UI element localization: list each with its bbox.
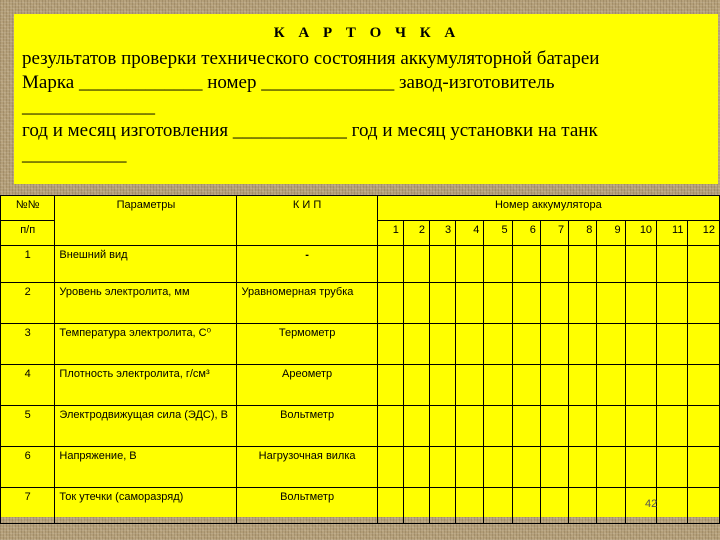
measurement-cell[interactable] xyxy=(456,365,484,406)
row-instrument: - xyxy=(237,246,377,283)
row-parameter: Плотность электролита, г/см³ xyxy=(55,365,237,406)
measurement-cell[interactable] xyxy=(569,246,597,283)
measurement-cell[interactable] xyxy=(597,447,625,488)
measurement-cell[interactable] xyxy=(456,447,484,488)
battery-col-4: 4 xyxy=(456,221,484,246)
measurement-cell[interactable] xyxy=(512,488,540,524)
measurement-cell[interactable] xyxy=(430,246,456,283)
measurement-cell[interactable] xyxy=(484,365,512,406)
measurement-cell[interactable] xyxy=(540,365,568,406)
card-dates-line: год и месяц изготовления ____________ год и месяц установки на танк xyxy=(22,120,598,141)
measurement-cell[interactable] xyxy=(569,324,597,365)
battery-col-2: 2 xyxy=(403,221,429,246)
measurement-cell[interactable] xyxy=(377,488,403,524)
card-brand-number-line: Марка _____________ номер ______________ завод-изготовитель xyxy=(22,72,555,93)
measurement-cell[interactable] xyxy=(657,283,688,324)
measurement-cell[interactable] xyxy=(484,246,512,283)
measurement-cell[interactable] xyxy=(512,324,540,365)
row-number: 7 xyxy=(1,488,55,524)
table-row xyxy=(1,324,720,365)
measurement-cell[interactable] xyxy=(540,447,568,488)
measurement-cell[interactable] xyxy=(456,283,484,324)
row-parameter: Температура электролита, С⁰ xyxy=(55,324,237,365)
battery-col-8: 8 xyxy=(569,221,597,246)
row-number: 5 xyxy=(1,406,55,447)
measurement-cell[interactable] xyxy=(403,447,429,488)
row-parameter: Внешний вид xyxy=(55,246,237,283)
battery-check-table xyxy=(0,195,720,524)
measurement-cell[interactable] xyxy=(569,406,597,447)
measurement-cell[interactable] xyxy=(657,365,688,406)
table-row xyxy=(1,406,720,447)
measurement-cell[interactable] xyxy=(377,406,403,447)
measurement-cell[interactable] xyxy=(597,488,625,524)
row-parameter: Электродвижущая сила (ЭДС), В xyxy=(55,406,237,447)
battery-col-9: 9 xyxy=(597,221,625,246)
table-row xyxy=(1,488,720,524)
measurement-cell[interactable] xyxy=(403,365,429,406)
row-parameter: Напряжение, В xyxy=(55,447,237,488)
measurement-cell[interactable] xyxy=(597,365,625,406)
measurement-cell[interactable] xyxy=(657,488,688,524)
measurement-cell[interactable] xyxy=(377,246,403,283)
measurement-cell[interactable] xyxy=(512,283,540,324)
measurement-cell[interactable] xyxy=(484,406,512,447)
header-num-bottom: п/п xyxy=(1,221,55,246)
measurement-cell[interactable] xyxy=(688,488,720,524)
card-install-blank: ___________ xyxy=(22,144,127,165)
measurement-cell[interactable] xyxy=(597,283,625,324)
measurement-cell[interactable] xyxy=(597,246,625,283)
measurement-cell[interactable] xyxy=(540,283,568,324)
measurement-cell[interactable] xyxy=(657,406,688,447)
measurement-cell[interactable] xyxy=(688,365,720,406)
measurement-cell[interactable] xyxy=(430,365,456,406)
measurement-cell[interactable] xyxy=(512,365,540,406)
measurement-cell[interactable] xyxy=(625,447,656,488)
row-instrument: Уравномерная трубка xyxy=(237,283,377,324)
measurement-cell[interactable] xyxy=(456,246,484,283)
measurement-cell[interactable] xyxy=(403,488,429,524)
row-instrument: Термометр xyxy=(237,324,377,365)
table-row xyxy=(1,246,720,283)
measurement-cell[interactable] xyxy=(569,283,597,324)
row-instrument: Нагрузочная вилка xyxy=(237,447,377,488)
measurement-cell[interactable] xyxy=(377,324,403,365)
table-body xyxy=(1,246,720,524)
measurement-cell[interactable] xyxy=(625,324,656,365)
row-parameter: Уровень электролита, мм xyxy=(55,283,237,324)
row-number: 6 xyxy=(1,447,55,488)
measurement-cell[interactable] xyxy=(430,283,456,324)
header-num-top: №№ xyxy=(1,196,55,221)
table-row xyxy=(1,283,720,324)
card-manufacturer-blank: ______________ xyxy=(22,96,155,117)
battery-col-6: 6 xyxy=(512,221,540,246)
measurement-cell[interactable] xyxy=(688,406,720,447)
table-row xyxy=(1,447,720,488)
measurement-cell[interactable] xyxy=(484,324,512,365)
row-number: 2 xyxy=(1,283,55,324)
measurement-cell[interactable] xyxy=(430,324,456,365)
measurement-cell[interactable] xyxy=(403,406,429,447)
measurement-cell[interactable] xyxy=(430,447,456,488)
measurement-cell[interactable] xyxy=(456,488,484,524)
measurement-cell[interactable] xyxy=(430,488,456,524)
inspection-card-header xyxy=(14,14,718,184)
battery-col-12: 12 xyxy=(688,221,720,246)
measurement-cell[interactable] xyxy=(540,488,568,524)
row-number: 1 xyxy=(1,246,55,283)
row-number: 4 xyxy=(1,365,55,406)
measurement-cell[interactable] xyxy=(540,324,568,365)
battery-col-3: 3 xyxy=(430,221,456,246)
measurement-cell[interactable] xyxy=(569,447,597,488)
row-number: 3 xyxy=(1,324,55,365)
header-params: Параметры xyxy=(55,196,237,246)
measurement-cell[interactable] xyxy=(657,246,688,283)
measurement-cell[interactable] xyxy=(540,246,568,283)
measurement-cell[interactable] xyxy=(688,283,720,324)
measurement-cell[interactable] xyxy=(597,406,625,447)
row-parameter: Ток утечки (саморазряд) xyxy=(55,488,237,524)
measurement-cell[interactable] xyxy=(625,365,656,406)
measurement-cell[interactable] xyxy=(597,324,625,365)
measurement-cell[interactable] xyxy=(484,283,512,324)
measurement-cell[interactable] xyxy=(688,324,720,365)
battery-col-1: 1 xyxy=(377,221,403,246)
battery-col-5: 5 xyxy=(484,221,512,246)
measurement-cell[interactable] xyxy=(484,488,512,524)
header-row-1 xyxy=(1,196,720,221)
header-battery-number: Номер аккумулятора xyxy=(377,196,719,221)
measurement-cell[interactable] xyxy=(430,406,456,447)
measurement-cell[interactable] xyxy=(625,246,656,283)
battery-check-table-wrapper xyxy=(0,195,720,517)
measurement-cell[interactable] xyxy=(512,447,540,488)
battery-col-11: 11 xyxy=(657,221,688,246)
measurement-cell[interactable] xyxy=(403,246,429,283)
measurement-cell[interactable] xyxy=(625,283,656,324)
measurement-cell[interactable] xyxy=(625,406,656,447)
measurement-cell[interactable] xyxy=(512,406,540,447)
measurement-cell[interactable] xyxy=(688,447,720,488)
card-title: К А Р Т О Ч К А xyxy=(273,25,461,41)
table-row xyxy=(1,365,720,406)
header-kip: К И П xyxy=(237,196,377,246)
page-number: 42 xyxy=(645,498,658,510)
measurement-cell[interactable] xyxy=(377,283,403,324)
measurement-cell[interactable] xyxy=(569,365,597,406)
measurement-cell[interactable] xyxy=(540,406,568,447)
measurement-cell[interactable] xyxy=(456,324,484,365)
row-instrument: Вольтметр xyxy=(237,406,377,447)
measurement-cell[interactable] xyxy=(569,488,597,524)
measurement-cell[interactable] xyxy=(657,324,688,365)
measurement-cell[interactable] xyxy=(484,447,512,488)
measurement-cell[interactable] xyxy=(456,406,484,447)
row-instrument: Вольтметр xyxy=(237,488,377,524)
battery-col-10: 10 xyxy=(625,221,656,246)
measurement-cell[interactable] xyxy=(403,283,429,324)
measurement-cell[interactable] xyxy=(377,447,403,488)
measurement-cell[interactable] xyxy=(657,447,688,488)
measurement-cell[interactable] xyxy=(403,324,429,365)
measurement-cell[interactable] xyxy=(512,246,540,283)
measurement-cell[interactable] xyxy=(377,365,403,406)
battery-col-7: 7 xyxy=(540,221,568,246)
row-instrument: Ареометр xyxy=(237,365,377,406)
card-subtitle: результатов проверки технического состояния аккумуляторной батареи xyxy=(22,48,600,69)
measurement-cell[interactable] xyxy=(688,246,720,283)
